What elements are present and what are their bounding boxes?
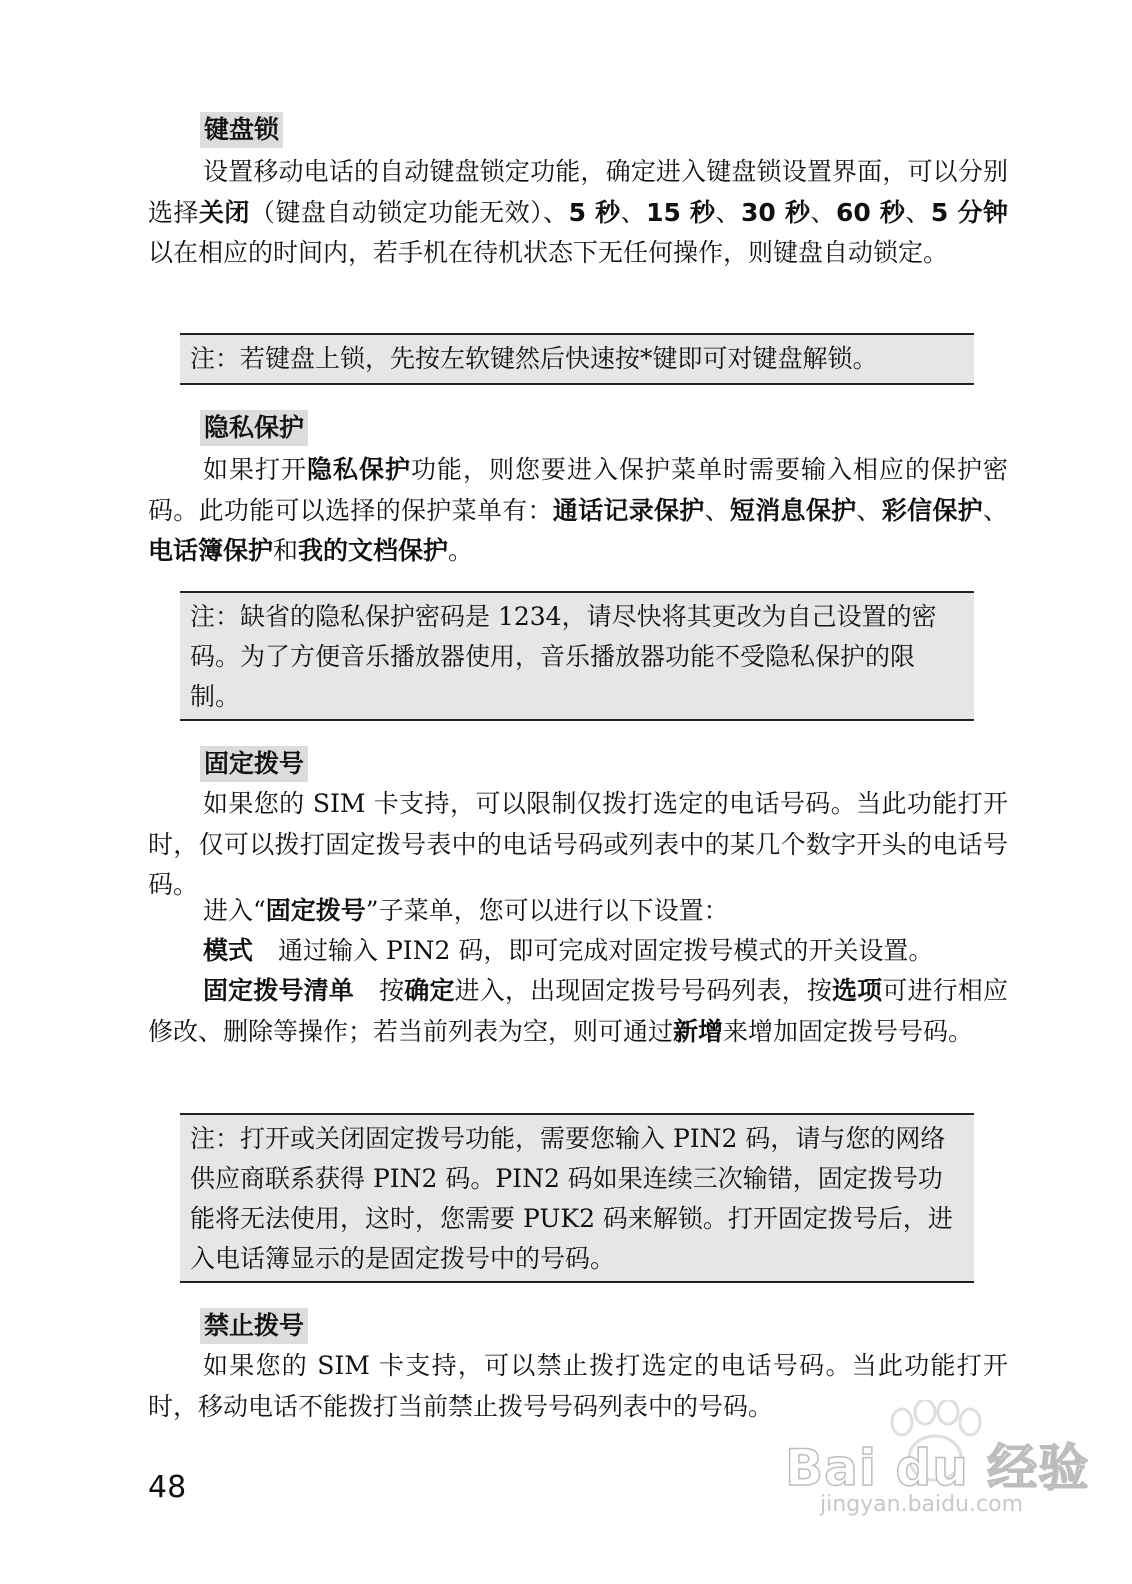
text-run: 设置移动电话的自动键盘锁定功能，确定进入键盘锁设置界面，可以分别选择 bbox=[148, 157, 1008, 227]
text-run: 、 bbox=[905, 197, 931, 227]
emphasis-term: 隐私保护 bbox=[307, 455, 411, 484]
emphasis-term: 新增 bbox=[673, 1016, 724, 1046]
section-body bbox=[148, 450, 1008, 572]
section-body bbox=[148, 891, 1008, 932]
text-run: 通过输入 PIN2 码，即可完成对固定拨号模式的开关设置。 bbox=[253, 936, 934, 965]
emphasis-term: 5 秒 bbox=[568, 197, 621, 227]
watermark-brand: Bai du 经验 bbox=[785, 1439, 1090, 1497]
text-run: 进入，出现固定拨号号码列表，按 bbox=[454, 976, 832, 1005]
text-run: 功能，则您要进入保护菜单时需要输入相应的保护密码。此功能可以选择的保护菜单有： bbox=[148, 455, 1008, 525]
text-run: 、 bbox=[715, 197, 742, 227]
text-run: 和 bbox=[273, 536, 299, 565]
text-run: 如果您的 SIM 卡支持，可以限制仅拨打选定的电话号码。当此功能打开时，仅可以拨打固定拨号表中的电话号码或列表中的某几个数字开头的电话号码。 bbox=[148, 789, 1008, 899]
emphasis-term: 60 秒 bbox=[835, 197, 906, 227]
emphasis-term: 5 分钟 bbox=[930, 197, 1008, 227]
text-run: ”子菜单，您可以进行以下设置： bbox=[365, 896, 729, 925]
text-run: 来增加固定拨号号码。 bbox=[723, 1016, 974, 1046]
emphasis-term: 短消息保护 bbox=[729, 495, 857, 525]
note-box: 注：若键盘上锁，先按左软键然后快速按*键即可对键盘解锁。 bbox=[180, 333, 974, 385]
emphasis-term: 电话簿保护 bbox=[148, 536, 274, 565]
text-run: 、 bbox=[982, 495, 1008, 525]
text-run: 以在相应的时间内，若手机在待机状态下无任何操作，则键盘自动锁定。 bbox=[148, 238, 949, 267]
section-body bbox=[148, 784, 1008, 906]
emphasis-term: 模式 bbox=[203, 936, 254, 965]
section-body bbox=[148, 971, 1008, 1052]
text-run: 可进行相应修改、删除等操作；若当前列表为空，则可通过 bbox=[148, 976, 1008, 1046]
text-run: 。 bbox=[448, 536, 474, 565]
emphasis-term: 15 秒 bbox=[646, 197, 716, 227]
note-box: 注：打开或关闭固定拨号功能，需要您输入 PIN2 码，请与您的网络供应商联系获得 PIN2 码。PIN2 码如果连续三次输错，固定拨号功能将无法使用，这时，您需要 PUK2 码来解锁。打开固定拨号后，进入电话簿显示的是固定拨号中的号码。 bbox=[180, 1113, 974, 1283]
text-run: 如果打开 bbox=[203, 455, 307, 484]
text-run: 、 bbox=[856, 495, 882, 525]
emphasis-term: 通话记录保护 bbox=[552, 495, 705, 525]
text-run: 、 bbox=[704, 495, 730, 525]
section-body bbox=[148, 931, 1008, 972]
watermark-url: jingyan.baidu.com bbox=[820, 1492, 1024, 1517]
section-heading-barred-dial: 禁止拨号 bbox=[200, 1308, 308, 1344]
page-number: 48 bbox=[148, 1470, 187, 1505]
text-run: （键盘自动锁定功能无效）、 bbox=[249, 197, 569, 227]
text-run: 进入“ bbox=[203, 896, 266, 925]
emphasis-term: 确定 bbox=[404, 976, 455, 1005]
text-run: 如果您的 SIM 卡支持，可以禁止拨打选定的电话号码。当此功能打开时，移动电话不能拨打当前禁止拨号号码列表中的号码。 bbox=[148, 1351, 1008, 1421]
emphasis-term: 彩信保护 bbox=[881, 495, 983, 525]
text-run: 、 bbox=[620, 197, 647, 227]
emphasis-term: 固定拨号清单 bbox=[203, 976, 354, 1005]
section-body bbox=[148, 152, 1008, 274]
emphasis-term: 关闭 bbox=[198, 197, 250, 227]
section-heading-keypad-lock: 键盘锁 bbox=[200, 112, 283, 148]
emphasis-term: 选项 bbox=[832, 976, 883, 1005]
emphasis-term: 我的文档保护 bbox=[298, 536, 449, 565]
text-run: 按 bbox=[353, 976, 405, 1005]
emphasis-term: 30 秒 bbox=[741, 197, 811, 227]
note-box: 注：缺省的隐私保护密码是 1234，请尽快将其更改为自己设置的密码。为了方便音乐播放器使用，音乐播放器功能不受隐私保护的限制。 bbox=[180, 591, 974, 721]
emphasis-term: 固定拨号 bbox=[265, 896, 366, 925]
section-heading-privacy: 隐私保护 bbox=[200, 410, 308, 446]
section-heading-fixed-dial: 固定拨号 bbox=[200, 746, 308, 782]
text-run: 、 bbox=[810, 197, 836, 227]
